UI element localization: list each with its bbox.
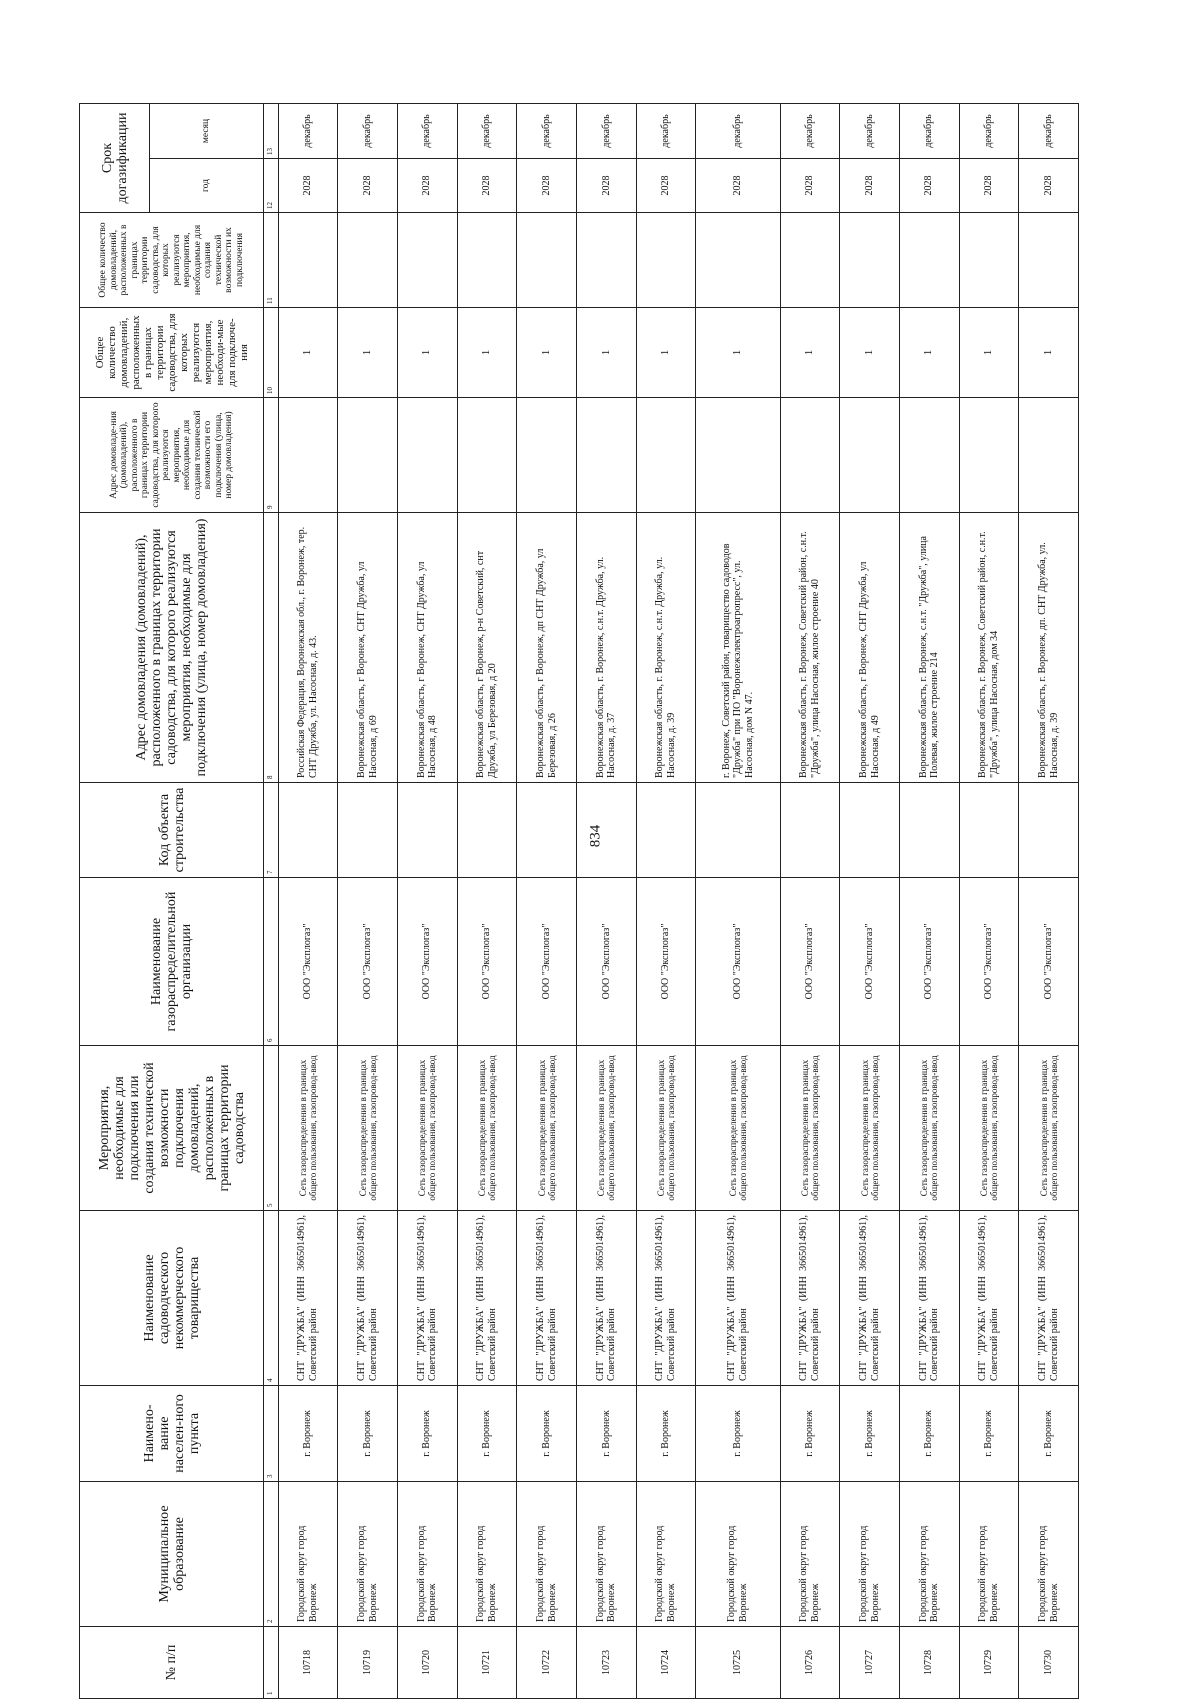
cell-address: Воронежская область, г. Воронеж, Советский район, с.н.т. "Дружба", улица Насосная, дом 34 <box>959 513 1019 783</box>
cell-partnership: СНТ "ДРУЖБА" (ИНН 3665014961), Советский район <box>576 1211 636 1386</box>
cell-gas-org: ООО "Эксплогаз" <box>696 878 780 1046</box>
table-row <box>959 104 1019 1699</box>
cell-settlement: г. Воронеж <box>338 1386 398 1482</box>
cell-measures: Сеть газораспределения в границах общего пользования, газопровод-ввод <box>397 1046 457 1211</box>
table-row <box>397 104 457 1699</box>
cell-partnership: СНТ "ДРУЖБА" (ИНН 3665014961), Советский район <box>338 1211 398 1386</box>
cell-month: декабрь <box>517 104 577 159</box>
header-total-creation: Общее количество домовладений, расположенных в границах территории садоводства, для которых реализуются мероприятия, необходимые для создания технической возможности их подключения <box>80 213 264 308</box>
cell-measures: Сеть газораспределения в границах общего пользования, газопровод-ввод <box>1019 1046 1079 1211</box>
cell-address-creation <box>899 398 959 513</box>
cell-total-creation <box>696 213 780 308</box>
cell-month: декабрь <box>840 104 900 159</box>
rotated-table-wrapper <box>79 104 1079 1699</box>
cell-no: 10721 <box>457 1627 517 1699</box>
cell-address: Российская Федерация, Воронежская обл., г. Воронеж, тер. СНТ Дружба, ул. Насосная, д. 43. <box>278 513 338 783</box>
cell-year: 2028 <box>899 159 959 213</box>
cell-address: Воронежская область, г Воронеж, СНТ Дружба, ул Насосная, д 48 <box>397 513 457 783</box>
cell-address-creation <box>696 398 780 513</box>
cell-address-creation <box>338 398 398 513</box>
cell-no: 10729 <box>959 1627 1019 1699</box>
cell-address-creation <box>278 398 338 513</box>
cell-month: декабрь <box>576 104 636 159</box>
table-row <box>576 104 636 1699</box>
cell-gas-org: ООО "Эксплогаз" <box>576 878 636 1046</box>
cell-year: 2028 <box>278 159 338 213</box>
cell-address-creation <box>959 398 1019 513</box>
header-address: Адрес домовладения (домовладений), расположенного в границах территории садоводства, для которого реализуются мероприятия, необходимые для подключения (улица, номер домовладения) <box>80 513 264 783</box>
cell-measures: Сеть газораспределения в границах общего пользования, газопровод-ввод <box>457 1046 517 1211</box>
cell-month: декабрь <box>636 104 696 159</box>
cell-total-connection: 1 <box>338 308 398 398</box>
cell-partnership: СНТ "ДРУЖБА" (ИНН 3665014961), Советский район <box>1019 1211 1079 1386</box>
cell-month: декабрь <box>397 104 457 159</box>
table-row <box>338 104 398 1699</box>
cell-gas-org: ООО "Эксплогаз" <box>278 878 338 1046</box>
cell-object-code <box>517 783 577 878</box>
column-number: 5 <box>264 1046 279 1211</box>
cell-total-connection: 1 <box>780 308 840 398</box>
cell-settlement: г. Воронеж <box>959 1386 1019 1482</box>
cell-no: 10730 <box>1019 1627 1079 1699</box>
page-number: 834 <box>587 824 603 848</box>
cell-month: декабрь <box>959 104 1019 159</box>
cell-total-connection: 1 <box>1019 308 1079 398</box>
cell-gas-org: ООО "Эксплогаз" <box>959 878 1019 1046</box>
cell-month: декабрь <box>780 104 840 159</box>
cell-no: 10720 <box>397 1627 457 1699</box>
cell-municipality: Городской округ город Воронеж <box>899 1482 959 1627</box>
cell-measures: Сеть газораспределения в границах общего пользования, газопровод-ввод <box>959 1046 1019 1211</box>
cell-settlement: г. Воронеж <box>517 1386 577 1482</box>
cell-total-connection: 1 <box>278 308 338 398</box>
cell-gas-org: ООО "Эксплогаз" <box>1019 878 1079 1046</box>
cell-address-creation <box>780 398 840 513</box>
cell-total-connection: 1 <box>636 308 696 398</box>
cell-object-code <box>576 783 636 878</box>
cell-municipality: Городской округ город Воронеж <box>1019 1482 1079 1627</box>
cell-total-connection: 1 <box>959 308 1019 398</box>
header-partnership: Наименование садоводческого некоммерческого товарищества <box>80 1211 264 1386</box>
cell-settlement: г. Воронеж <box>840 1386 900 1482</box>
cell-measures: Сеть газораспределения в границах общего пользования, газопровод-ввод <box>338 1046 398 1211</box>
cell-no: 10728 <box>899 1627 959 1699</box>
cell-year: 2028 <box>457 159 517 213</box>
cell-settlement: г. Воронеж <box>457 1386 517 1482</box>
cell-month: декабрь <box>278 104 338 159</box>
cell-settlement: г. Воронеж <box>636 1386 696 1482</box>
cell-year: 2028 <box>696 159 780 213</box>
cell-municipality: Городской округ город Воронеж <box>278 1482 338 1627</box>
cell-settlement: г. Воронеж <box>397 1386 457 1482</box>
cell-year: 2028 <box>780 159 840 213</box>
header-address-creation: Адрес домовладе-ния (домовладений), расположенного в границах территории садоводства, для которого реализуются мероприятия, необходимые для создания технической возможности его подключения (улица, номер домовладения) <box>80 398 264 513</box>
column-number: 8 <box>264 513 279 783</box>
header-month: месяц <box>150 104 264 159</box>
cell-no: 10725 <box>696 1627 780 1699</box>
cell-year: 2028 <box>959 159 1019 213</box>
header-settlement: Наимено-вание населен-ного пункта <box>80 1386 264 1482</box>
cell-municipality: Городской округ город Воронеж <box>696 1482 780 1627</box>
cell-address: Воронежская область, г. Воронеж, дп. СНТ Дружба, ул. Насосная, д. 39 <box>1019 513 1079 783</box>
column-number: 7 <box>264 783 279 878</box>
cell-year: 2028 <box>1019 159 1079 213</box>
cell-total-connection: 1 <box>457 308 517 398</box>
cell-no: 10724 <box>636 1627 696 1699</box>
cell-object-code <box>780 783 840 878</box>
cell-month: декабрь <box>1019 104 1079 159</box>
cell-no: 10726 <box>780 1627 840 1699</box>
cell-settlement: г. Воронеж <box>1019 1386 1079 1482</box>
cell-object-code <box>636 783 696 878</box>
cell-total-creation <box>780 213 840 308</box>
cell-municipality: Городской округ город Воронеж <box>576 1482 636 1627</box>
cell-year: 2028 <box>636 159 696 213</box>
cell-total-creation <box>397 213 457 308</box>
cell-year: 2028 <box>338 159 398 213</box>
column-number: 6 <box>264 878 279 1046</box>
cell-measures: Сеть газораспределения в границах общего пользования, газопровод-ввод <box>780 1046 840 1211</box>
cell-year: 2028 <box>576 159 636 213</box>
cell-settlement: г. Воронеж <box>278 1386 338 1482</box>
header-no: № п/п <box>80 1627 264 1699</box>
cell-total-creation <box>278 213 338 308</box>
cell-gas-org: ООО "Эксплогаз" <box>517 878 577 1046</box>
cell-month: декабрь <box>899 104 959 159</box>
cell-partnership: СНТ "ДРУЖБА" (ИНН 3665014961), Советский район <box>696 1211 780 1386</box>
cell-object-code <box>899 783 959 878</box>
cell-measures: Сеть газораспределения в границах общего пользования, газопровод-ввод <box>576 1046 636 1211</box>
cell-month: декабрь <box>696 104 780 159</box>
cell-municipality: Городской округ город Воронеж <box>780 1482 840 1627</box>
cell-object-code <box>1019 783 1079 878</box>
cell-month: декабрь <box>457 104 517 159</box>
cell-partnership: СНТ "ДРУЖБА" (ИНН 3665014961), Советский район <box>899 1211 959 1386</box>
cell-gas-org: ООО "Эксплогаз" <box>899 878 959 1046</box>
cell-municipality: Городской округ город Воронеж <box>397 1482 457 1627</box>
cell-address-creation <box>636 398 696 513</box>
cell-address-creation <box>840 398 900 513</box>
cell-total-connection: 1 <box>696 308 780 398</box>
header-deadline: Срок догазификации <box>80 104 150 213</box>
cell-gas-org: ООО "Эксплогаз" <box>780 878 840 1046</box>
table-body <box>278 104 1079 1699</box>
cell-gas-org: ООО "Эксплогаз" <box>636 878 696 1046</box>
cell-address-creation <box>576 398 636 513</box>
cell-total-creation <box>517 213 577 308</box>
table-row <box>780 104 840 1699</box>
cell-object-code <box>696 783 780 878</box>
cell-total-connection: 1 <box>517 308 577 398</box>
column-number: 1 <box>264 1627 279 1699</box>
cell-municipality: Городской округ город Воронеж <box>959 1482 1019 1627</box>
column-number-row <box>264 104 279 1699</box>
cell-measures: Сеть газораспределения в границах общего пользования, газопровод-ввод <box>517 1046 577 1211</box>
cell-total-connection: 1 <box>899 308 959 398</box>
cell-address: Воронежская область, г. Воронеж, Советский район, с.н.т. "Дружба", улица Насосная, жилое строение 40 <box>780 513 840 783</box>
cell-month: декабрь <box>338 104 398 159</box>
cell-year: 2028 <box>840 159 900 213</box>
cell-address: г. Воронеж, Советский район, товарищество садоводов "Дружба" при ПО "Воронежэлектроагропресс", ул. Насосная, дом N 47. <box>696 513 780 783</box>
cell-partnership: СНТ "ДРУЖБА" (ИНН 3665014961), Советский район <box>457 1211 517 1386</box>
table-row <box>457 104 517 1699</box>
cell-no: 10727 <box>840 1627 900 1699</box>
header-measures: Мероприятия, необходимые для подключения или создания технической возможности подключения домовладений, расположенных в границах территории садоводства <box>80 1046 264 1211</box>
cell-settlement: г. Воронеж <box>899 1386 959 1482</box>
cell-partnership: СНТ "ДРУЖБА" (ИНН 3665014961), Советский район <box>636 1211 696 1386</box>
cell-total-connection: 1 <box>840 308 900 398</box>
column-number: 11 <box>264 213 279 308</box>
header-municipality: Муниципальное образование <box>80 1482 264 1627</box>
cell-address-creation <box>1019 398 1079 513</box>
cell-measures: Сеть газораспределения в границах общего пользования, газопровод-ввод <box>278 1046 338 1211</box>
cell-total-creation <box>840 213 900 308</box>
table-row <box>517 104 577 1699</box>
cell-gas-org: ООО "Эксплогаз" <box>397 878 457 1046</box>
cell-no: 10722 <box>517 1627 577 1699</box>
column-number: 2 <box>264 1482 279 1627</box>
cell-address-creation <box>517 398 577 513</box>
table-row <box>1019 104 1079 1699</box>
cell-partnership: СНТ "ДРУЖБА" (ИНН 3665014961), Советский район <box>397 1211 457 1386</box>
header-year: год <box>150 159 264 213</box>
cell-gas-org: ООО "Эксплогаз" <box>338 878 398 1046</box>
cell-total-creation <box>457 213 517 308</box>
cell-gas-org: ООО "Эксплогаз" <box>840 878 900 1046</box>
cell-partnership: СНТ "ДРУЖБА" (ИНН 3665014961), Советский район <box>959 1211 1019 1386</box>
table-row <box>636 104 696 1699</box>
cell-object-code <box>457 783 517 878</box>
cell-municipality: Городской округ город Воронеж <box>517 1482 577 1627</box>
cell-object-code <box>278 783 338 878</box>
cell-no: 10723 <box>576 1627 636 1699</box>
cell-municipality: Городской округ город Воронеж <box>636 1482 696 1627</box>
cell-address: Воронежская область, г Воронеж, СНТ Дружба, ул Насосная, д 69 <box>338 513 398 783</box>
header-total-connection: Общее количество домовладений, расположенных в границах территории садоводства, для которых реализуются мероприятия, необходи-мые для подключе-ния <box>80 308 264 398</box>
cell-total-creation <box>576 213 636 308</box>
cell-year: 2028 <box>517 159 577 213</box>
cell-settlement: г. Воронеж <box>780 1386 840 1482</box>
cell-municipality: Городской округ город Воронеж <box>338 1482 398 1627</box>
table-row <box>278 104 338 1699</box>
cell-address-creation <box>457 398 517 513</box>
cell-year: 2028 <box>397 159 457 213</box>
cell-object-code <box>840 783 900 878</box>
cell-object-code <box>338 783 398 878</box>
cell-no: 10718 <box>278 1627 338 1699</box>
header-gas-org: Наименование газораспределительной организации <box>80 878 264 1046</box>
table-row <box>899 104 959 1699</box>
cell-object-code <box>397 783 457 878</box>
cell-measures: Сеть газораспределения в границах общего пользования, газопровод-ввод <box>696 1046 780 1211</box>
cell-address: Воронежская область, г. Воронеж, с.н.т. "Дружба", улица Полевая, жилое строение 214 <box>899 513 959 783</box>
column-number: 3 <box>264 1386 279 1482</box>
table-row <box>840 104 900 1699</box>
cell-address: Воронежская область, г. Воронеж, с.н.т. Дружба, ул. Насосная, д. 39 <box>636 513 696 783</box>
cell-address: Воронежская область, г Воронеж, СНТ Дружба, ул Насосная, д 49 <box>840 513 900 783</box>
cell-settlement: г. Воронеж <box>576 1386 636 1482</box>
cell-gas-org: ООО "Эксплогаз" <box>457 878 517 1046</box>
column-number: 13 <box>264 104 279 159</box>
cell-partnership: СНТ "ДРУЖБА" (ИНН 3665014961), Советский район <box>840 1211 900 1386</box>
cell-settlement: г. Воронеж <box>696 1386 780 1482</box>
column-number: 10 <box>264 308 279 398</box>
column-number: 12 <box>264 159 279 213</box>
cell-address: Воронежская область, г. Воронеж, с.н.т. Дружба, ул. Насосная, д. 37 <box>576 513 636 783</box>
table-row <box>696 104 780 1699</box>
gasification-table <box>79 103 1079 1699</box>
column-number: 4 <box>264 1211 279 1386</box>
cell-total-creation <box>636 213 696 308</box>
cell-measures: Сеть газораспределения в границах общего пользования, газопровод-ввод <box>899 1046 959 1211</box>
cell-address: Воронежская область, г Воронеж, дп СНТ Дружба, ул Березовая, д 26 <box>517 513 577 783</box>
cell-partnership: СНТ "ДРУЖБА" (ИНН 3665014961), Советский район <box>517 1211 577 1386</box>
cell-measures: Сеть газораспределения в границах общего пользования, газопровод-ввод <box>840 1046 900 1211</box>
cell-municipality: Городской округ город Воронеж <box>457 1482 517 1627</box>
cell-partnership: СНТ "ДРУЖБА" (ИНН 3665014961), Советский район <box>780 1211 840 1386</box>
cell-measures: Сеть газораспределения в границах общего пользования, газопровод-ввод <box>636 1046 696 1211</box>
column-number: 9 <box>264 398 279 513</box>
cell-object-code <box>959 783 1019 878</box>
cell-address-creation <box>397 398 457 513</box>
header-object-code: Код объекта строительства <box>80 783 264 878</box>
cell-partnership: СНТ "ДРУЖБА" (ИНН 3665014961), Советский район <box>278 1211 338 1386</box>
cell-no: 10719 <box>338 1627 398 1699</box>
cell-total-connection: 1 <box>576 308 636 398</box>
cell-address: Воронежская область, г Воронеж, р-н Советский, снт Дружба, ул Березовая, д 20 <box>457 513 517 783</box>
cell-total-creation <box>338 213 398 308</box>
cell-total-creation <box>899 213 959 308</box>
cell-municipality: Городской округ город Воронеж <box>840 1482 900 1627</box>
cell-total-connection: 1 <box>397 308 457 398</box>
cell-total-creation <box>959 213 1019 308</box>
cell-total-creation <box>1019 213 1079 308</box>
